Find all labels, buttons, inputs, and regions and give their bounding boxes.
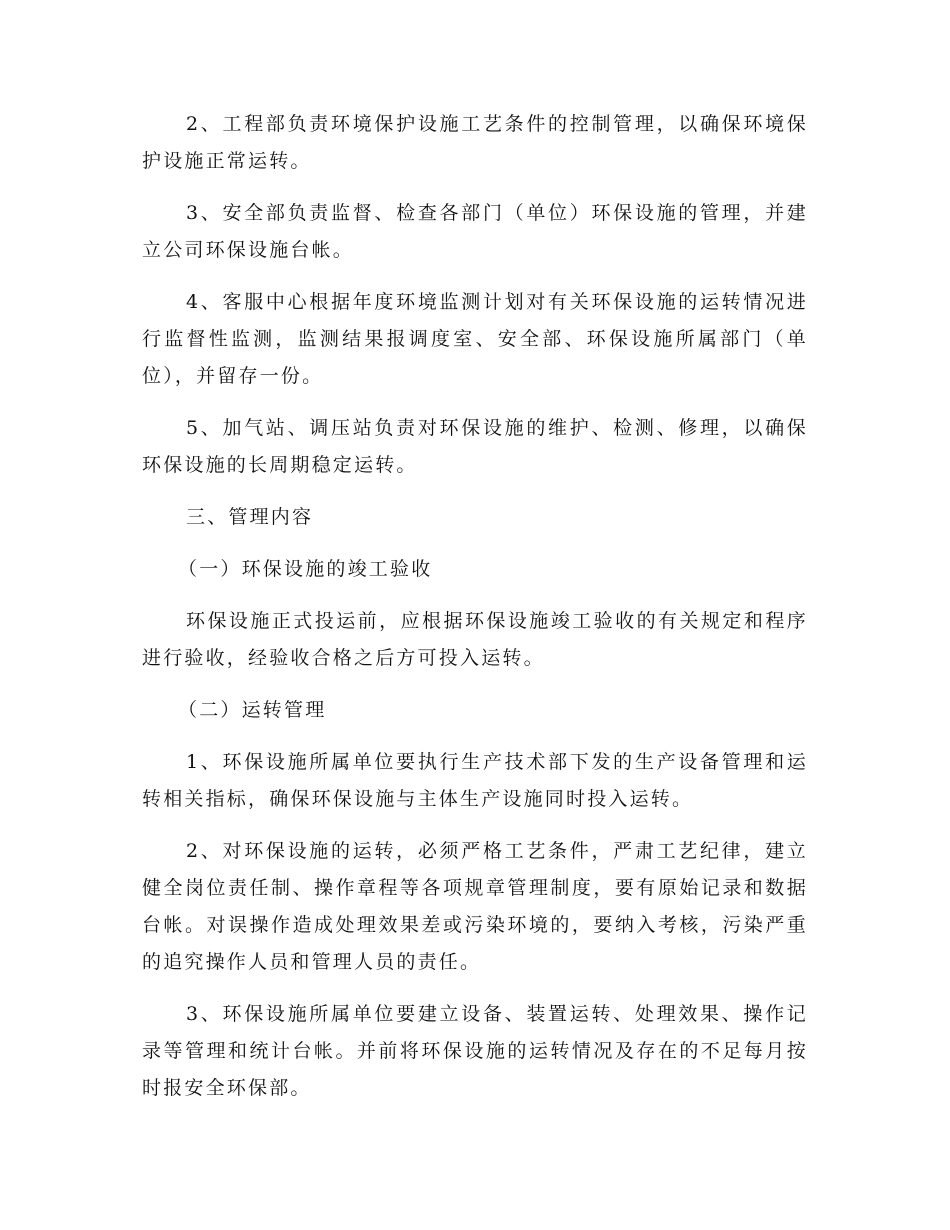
paragraph-operation-2: 2、对环保设施的运转，必须严格工艺条件，严肃工艺纪律，建立健全岗位责任制、操作章程等各项规章管理制度，要有原始记录和数据台帐。对误操作造成处理效果差或污染环境的，要纳入考核，污染严重的追究操作人员和管理人员的责任。 [142,840,808,973]
paragraph-operation-3: 3、环保设施所属单位要建立设备、装置运转、处理效果、操作记录等管理和统计台帐。并前将环保设施的运转情况及存在的不足每月按时报安全环保部。 [142,1003,808,1099]
subsection-heading-operation: （二）运转管理 [178,699,327,721]
paragraph-engineering-dept: 2、工程部负责环境保护设施工艺条件的控制管理，以确保环境保护设施正常运转。 [142,113,808,172]
document-body [142,106,808,1122]
paragraph-customer-service: 4、客服中心根据年度环境监测计划对有关环保设施的运转情况进行监督性监测，监测结果报调度室、安全部、环保设施所属部门（单位），并留存一份。 [142,291,808,387]
paragraph-operation-1: 1、环保设施所属单位要执行生产技术部下发的生产设备管理和运转相关指标，确保环保设施与主体生产设施同时投入运转。 [142,751,808,810]
paragraph-acceptance: 环保设施正式投运前，应根据环保设施竣工验收的有关规定和程序进行验收，经验收合格之后方可投入运转。 [142,610,808,669]
section-heading-management-content: 三、管理内容 [186,506,314,528]
paragraph-stations: 5、加气站、调压站负责对环保设施的维护、检测、修理，以确保环保设施的长周期稳定运转。 [142,417,808,476]
subsection-heading-acceptance: （一）环保设施的竣工验收 [178,558,433,580]
paragraph-safety-dept: 3、安全部负责监督、检查各部门（单位）环保设施的管理，并建立公司环保设施台帐。 [142,202,808,261]
